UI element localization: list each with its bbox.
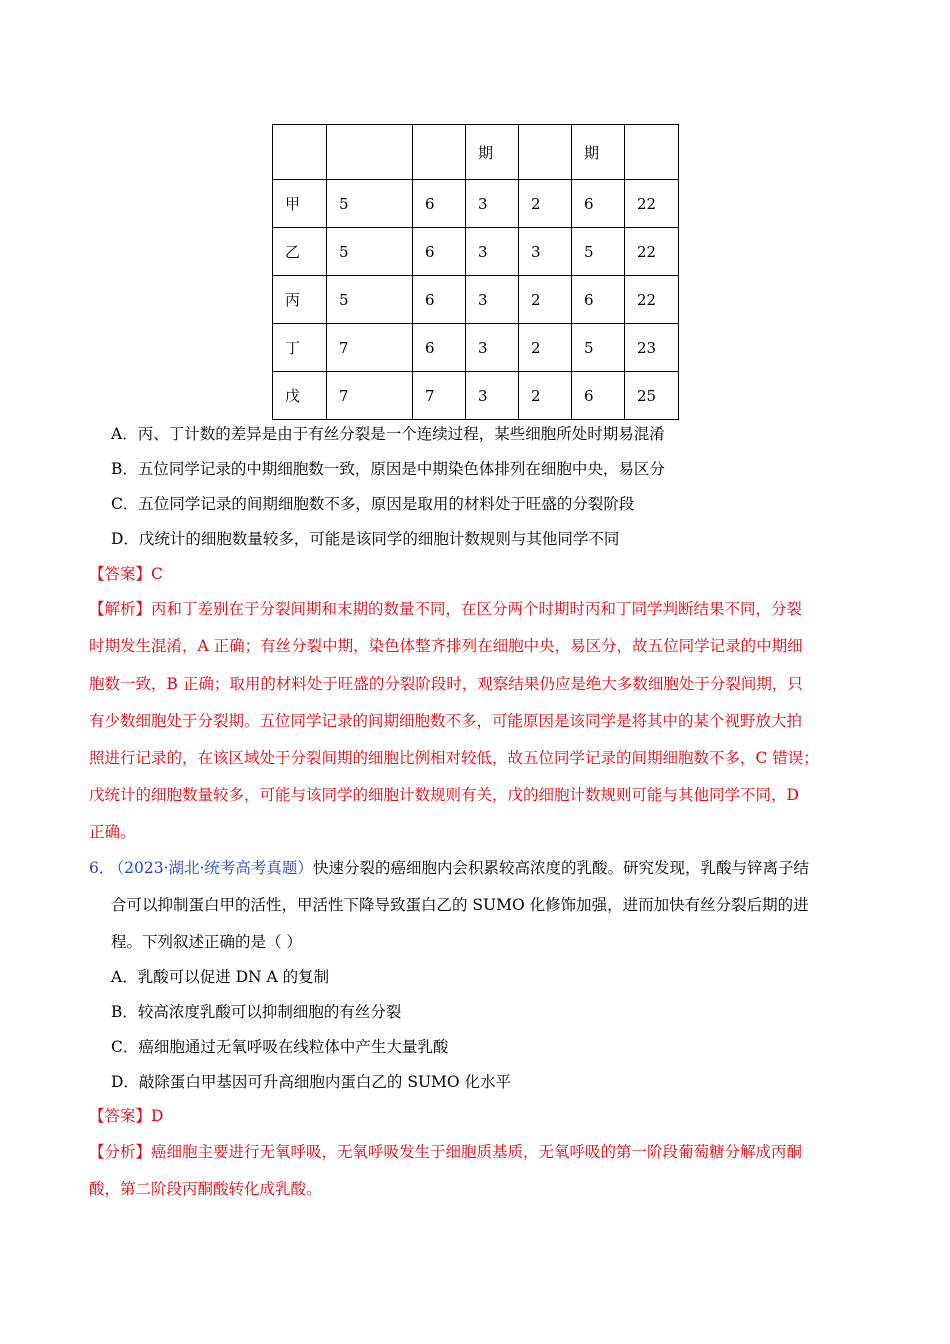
analysis-text: 丙和丁差别在于分裂间期和末期的数量不同，在区分两个时期时丙和丁同学判断结果不同，分裂 (151, 600, 803, 618)
table-cell: 7 (327, 324, 413, 372)
table-cell: 3 (466, 180, 519, 228)
table-cell: 5 (327, 180, 413, 228)
table-row (273, 372, 679, 420)
table-cell: 2 (519, 276, 572, 324)
analysis-line: 有少数细胞处于分裂期。五位同学记录的间期细胞数不多，可能原因是该同学是将其中的某个视野放大拍 (89, 712, 803, 730)
table-cell: 5 (327, 276, 413, 324)
table-cell (327, 125, 413, 180)
table-cell: 甲 (273, 180, 327, 228)
table-cell: 22 (625, 228, 679, 276)
option-c: C．五位同学记录的间期细胞数不多，原因是取用的材料处于旺盛的分裂阶段 (111, 495, 635, 513)
table-cell: 丙 (273, 276, 327, 324)
table-cell: 6 (572, 276, 625, 324)
table-cell: 3 (466, 276, 519, 324)
stem-line: 合可以抑制蛋白甲的活性，甲活性下降导致蛋白乙的 SUMO 化修饰加强，进而加快有丝分裂后期的进 (111, 896, 809, 914)
table-cell (519, 125, 572, 180)
question-number: 6． (89, 859, 115, 877)
table-cell: 乙 (273, 228, 327, 276)
table-cell: 期 (466, 125, 519, 180)
table-cell: 5 (572, 324, 625, 372)
table-cell: 7 (327, 372, 413, 420)
option-b: B．较高浓度乳酸可以抑制细胞的有丝分裂 (111, 1003, 402, 1021)
analysis-line: 照进行记录的，在该区域处于分裂间期的细胞比例相对较低，故五位同学记录的间期细胞数不多，C 错误； (89, 749, 819, 767)
table-cell: 2 (519, 324, 572, 372)
table-cell: 2 (519, 180, 572, 228)
table-cell: 5 (327, 228, 413, 276)
analysis-line: 胞数一致，B 正确；取用的材料处于旺盛的分裂阶段时，观察结果仍应是绝大多数细胞处于分裂间期，只 (89, 675, 803, 693)
answer-tag: 【答案】 (89, 565, 152, 583)
table-cell: 3 (519, 228, 572, 276)
answer-value: C (151, 565, 163, 583)
analysis-line: 正确。 (89, 823, 136, 841)
table-cell (625, 125, 679, 180)
analysis-line: 戊统计的细胞数量较多，可能与该同学的细胞计数规则有关，戊的细胞计数规则可能与其他同学不同，D (89, 786, 799, 804)
table-row (273, 324, 679, 372)
answer-tag: 【答案】 (89, 1107, 152, 1125)
answer-line (89, 564, 163, 584)
table-cell: 2 (519, 372, 572, 420)
table-cell: 6 (413, 180, 466, 228)
analysis-tag: 【分析】 (89, 1143, 152, 1161)
option-b: B．五位同学记录的中期细胞数一致，原因是中期染色体排列在细胞中央，易区分 (111, 460, 665, 478)
option-d: D．戊统计的细胞数量较多，可能是该同学的细胞计数规则与其他同学不同 (111, 530, 620, 548)
table-cell: 6 (413, 324, 466, 372)
analysis-text: 癌细胞主要进行无氧呼吸，无氧呼吸发生于细胞质基质，无氧呼吸的第一阶段葡萄糖分解成丙酮 (151, 1143, 803, 1161)
table-cell: 戊 (273, 372, 327, 420)
table-row (273, 228, 679, 276)
option-a: A．乳酸可以促进 DN A 的复制 (111, 968, 330, 986)
table-cell: 25 (625, 372, 679, 420)
table-cell: 3 (466, 228, 519, 276)
table-cell: 7 (413, 372, 466, 420)
table-cell: 3 (466, 324, 519, 372)
table-row (273, 276, 679, 324)
table-cell (413, 125, 466, 180)
table-cell: 22 (625, 180, 679, 228)
table-cell: 23 (625, 324, 679, 372)
answer-value: D (151, 1107, 164, 1125)
analysis-tag: 【解析】 (89, 600, 152, 618)
analysis-line (89, 1142, 802, 1162)
table-cell: 3 (466, 372, 519, 420)
table-row (273, 180, 679, 228)
table-cell: 丁 (273, 324, 327, 372)
table-cell: 6 (413, 228, 466, 276)
analysis-line: 时期发生混淆，A 正确；有丝分裂中期，染色体整齐排列在细胞中央，易区分，故五位同学记录的中期细 (89, 637, 803, 655)
option-c: C．癌细胞通过无氧呼吸在线粒体中产生大量乳酸 (111, 1038, 449, 1056)
table-cell: 5 (572, 228, 625, 276)
table-cell: 6 (572, 180, 625, 228)
option-a: A．丙、丁计数的差异是由于有丝分裂是一个连续过程，某些细胞所处时期易混淆 (111, 425, 665, 443)
table-cell: 期 (572, 125, 625, 180)
option-d: D．敲除蛋白甲基因可升高细胞内蛋白乙的 SUMO 化水平 (111, 1073, 512, 1091)
stem-line: 程。下列叙述正确的是（ ） (111, 933, 302, 951)
stem-text: 快速分裂的癌细胞内会积累较高浓度的乳酸。研究发现，乳酸与锌离子结 (312, 859, 809, 877)
question-6-stem (89, 858, 809, 878)
cell-count-table (272, 124, 679, 420)
table-cell (273, 125, 327, 180)
question-source: （2023·湖北·统考高考真题） (116, 859, 313, 877)
table-header-row (273, 125, 679, 180)
table-cell: 6 (413, 276, 466, 324)
answer-line (89, 1106, 163, 1126)
table-cell: 6 (572, 372, 625, 420)
analysis-line (89, 599, 802, 619)
table-cell: 22 (625, 276, 679, 324)
analysis-line: 酸，第二阶段丙酮酸转化成乳酸。 (89, 1180, 322, 1198)
